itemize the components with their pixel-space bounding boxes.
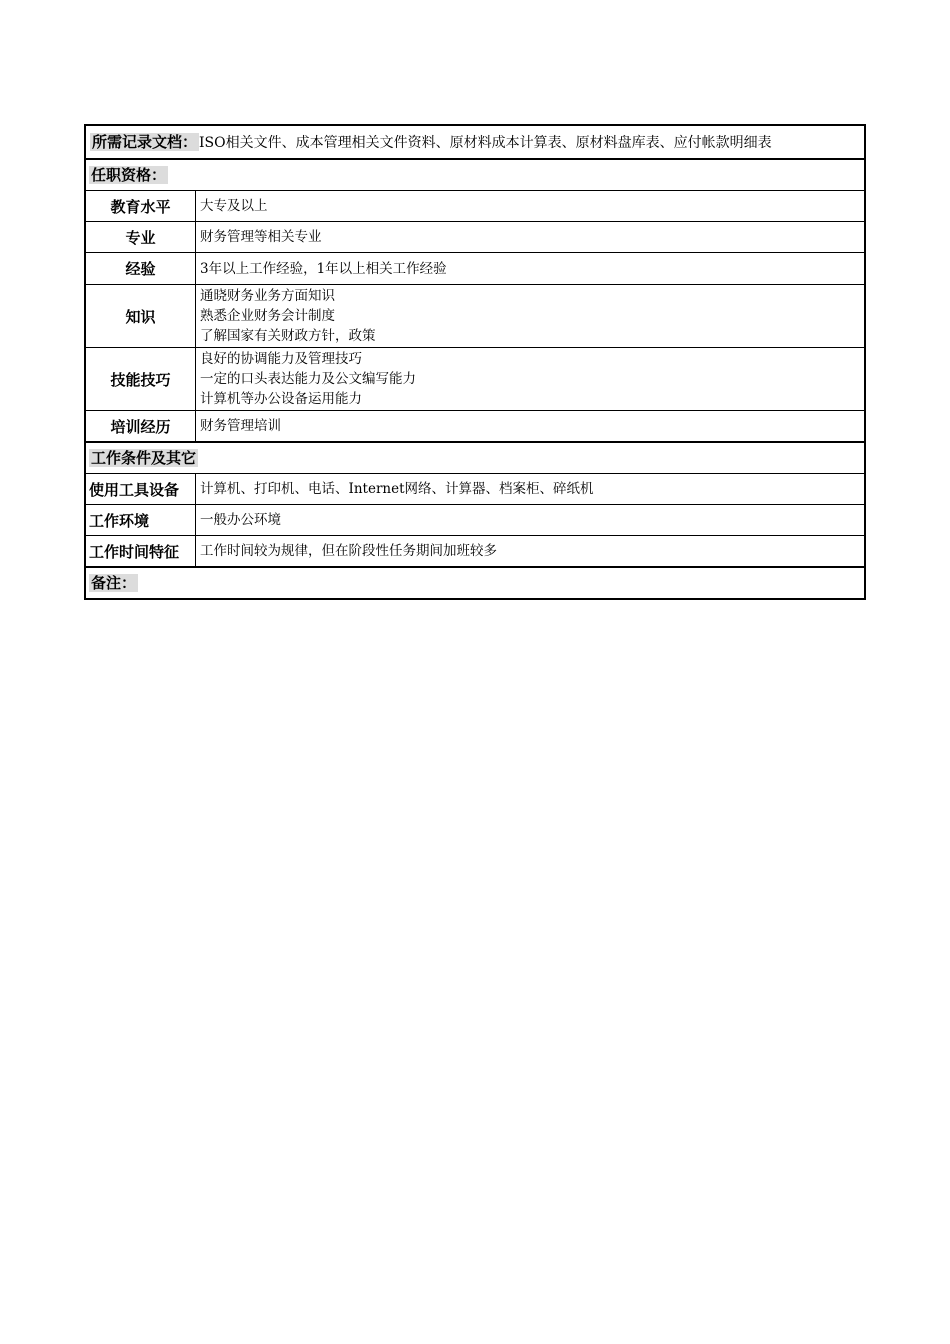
major-label: 专业: [86, 222, 196, 252]
conditions-title: 工作条件及其它: [91, 449, 197, 467]
tools-label: 使用工具设备: [86, 474, 196, 504]
qualification-row-skills: [86, 347, 864, 410]
conditions-section: [86, 441, 864, 566]
knowledge-line: 通晓财务业务方面知识: [200, 288, 335, 304]
qualifications-title: 任职资格：: [91, 166, 167, 184]
skills-line: 计算机等办公设备运用能力: [200, 391, 362, 407]
environment-label: 工作环境: [86, 505, 196, 535]
conditions-header: [86, 443, 864, 473]
qualification-row-experience: [86, 252, 864, 284]
required-docs-label: 所需记录文档：: [92, 133, 198, 151]
work-hours-value: [196, 536, 864, 566]
experience-line: 3年以上工作经验，1年以上相关工作经验: [200, 260, 447, 277]
environment-value: [196, 505, 864, 535]
training-value: [196, 411, 864, 441]
skills-line: 一定的口头表达能力及公文编写能力: [200, 371, 416, 387]
required-docs-value: ISO相关文件、成本管理相关文件资料、原材料成本计算表、原材料盘库表、应付帐款明细表: [199, 135, 772, 151]
qualifications-header: [86, 160, 864, 190]
remarks-header: [86, 568, 864, 598]
experience-value: [196, 253, 864, 284]
qualification-row-major: [86, 221, 864, 252]
education-value: [196, 191, 864, 221]
qualification-row-knowledge: [86, 284, 864, 347]
work-hours-label: 工作时间特征: [86, 536, 196, 566]
skills-line: 良好的协调能力及管理技巧: [200, 351, 362, 367]
education-label: 教育水平: [86, 191, 196, 221]
training-label: 培训经历: [86, 411, 196, 441]
skills-label: 技能技巧: [86, 348, 196, 410]
remarks-section: [86, 566, 864, 598]
qualification-row-education: [86, 190, 864, 221]
experience-label: 经验: [86, 253, 196, 284]
environment-line: 一般办公环境: [200, 512, 281, 528]
major-value: [196, 222, 864, 252]
work-hours-line: 工作时间较为规律，但在阶段性任务期间加班较多: [200, 543, 497, 559]
condition-row-tools: [86, 473, 864, 504]
education-line: 大专及以上: [200, 198, 268, 214]
tools-value: [196, 474, 864, 504]
qualifications-section: [86, 158, 864, 441]
remarks-title: 备注：: [91, 574, 137, 592]
major-line: 财务管理等相关专业: [200, 229, 322, 245]
condition-row-work-hours: [86, 535, 864, 566]
knowledge-line: 熟悉企业财务会计制度: [200, 308, 335, 324]
knowledge-line: 了解国家有关财政方针，政策: [200, 328, 376, 344]
knowledge-value: [196, 285, 864, 347]
skills-value: [196, 348, 864, 410]
job-description-table: [84, 124, 866, 600]
condition-row-environment: [86, 504, 864, 535]
knowledge-label: 知识: [86, 285, 196, 347]
required-docs-row: [86, 126, 864, 158]
tools-line: 计算机、打印机、电话、Internet网络、计算器、档案柜、碎纸机: [200, 481, 594, 497]
training-line: 财务管理培训: [200, 418, 281, 434]
qualification-row-training: [86, 410, 864, 441]
